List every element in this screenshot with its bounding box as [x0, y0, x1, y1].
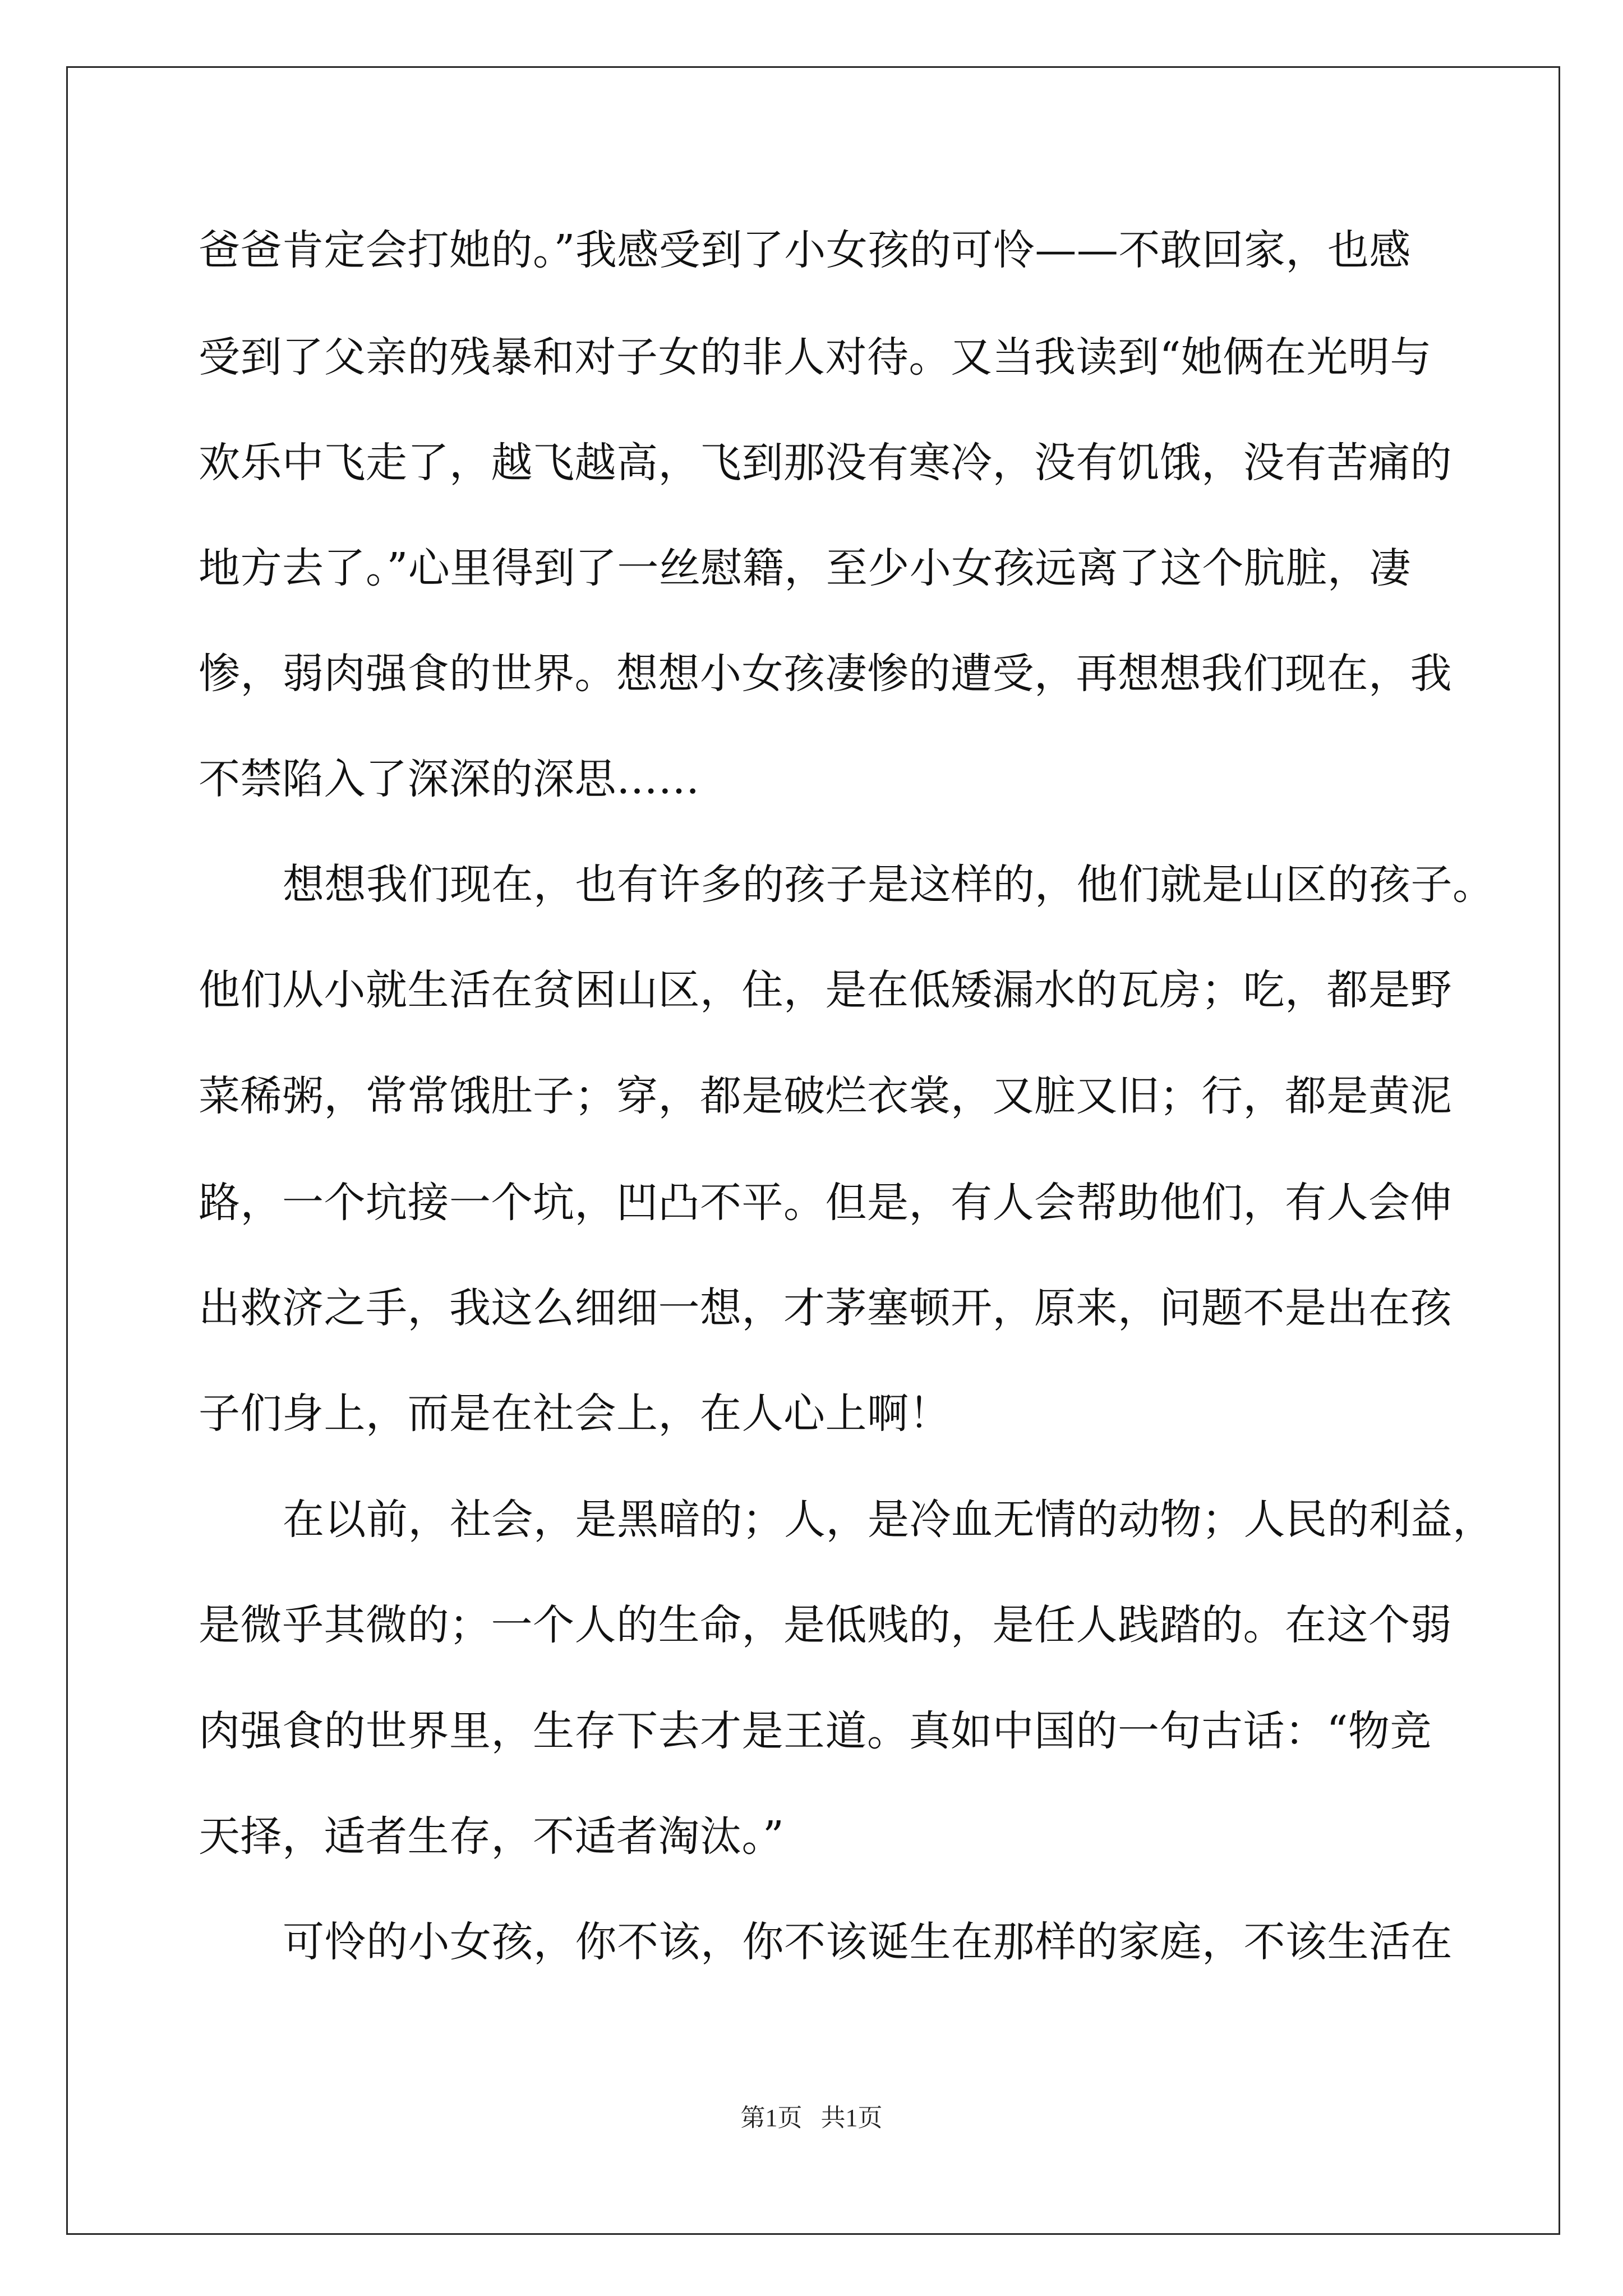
text-line: 他们从小就生活在贫困山区，住，是在低矮漏水的瓦房；吃，都是野	[199, 966, 1452, 1014]
text-line: 地方去了。”心里得到了一丝慰籍，至少小女孩远离了这个肮脏，凄	[199, 544, 1411, 592]
text-line: 子们身上，而是在社会上，在人心上啊！	[199, 1389, 951, 1438]
text-line: 路，一个坑接一个坑，凹凸不平。但是，有人会帮助他们，有人会伸	[199, 1179, 1452, 1227]
text-line: 肉强食的世界里，生存下去才是王道。真如中国的一句古话：“物竞	[199, 1707, 1432, 1755]
text-line: 爸爸肯定会打她的。”我感受到了小女孩的可怜——不敢回家，也感	[199, 226, 1411, 274]
text-line: 受到了父亲的残暴和对子女的非人对待。又当我读到“她俩在光明与	[199, 333, 1432, 381]
page-footer: 第1页 共1页	[740, 2104, 883, 2132]
page-border	[66, 66, 1560, 2235]
paragraph-start-line: 在以前，社会，是黑暗的；人，是冷血无情的动物；人民的利益，	[283, 1496, 1495, 1544]
text-line: 惨，弱肉强食的世界。想想小女孩凄惨的遭受，再想想我们现在，我	[199, 650, 1452, 698]
text-line: 出救济之手，我这么细细一想，才茅塞顿开，原来，问题不是出在孩	[199, 1284, 1452, 1332]
text-line: 不禁陷入了深深的深思……	[199, 755, 700, 803]
paragraph-start-line: 想想我们现在，也有许多的孩子是这样的，他们就是山区的孩子。	[283, 861, 1495, 909]
text-line: 菜稀粥，常常饿肚子；穿，都是破烂衣裳，又脏又旧；行，都是黄泥	[199, 1072, 1452, 1120]
text-line: 是微乎其微的；一个人的生命，是低贱的，是任人践踏的。在这个弱	[199, 1601, 1452, 1649]
paragraph-start-line: 可怜的小女孩，你不该，你不该诞生在那样的家庭，不该生活在	[283, 1918, 1453, 1966]
text-line: 天择，适者生存，不适者淘汰。”	[199, 1812, 785, 1861]
text-line: 欢乐中飞走了，越飞越高，飞到那没有寒冷，没有饥饿，没有苦痛的	[199, 439, 1452, 487]
